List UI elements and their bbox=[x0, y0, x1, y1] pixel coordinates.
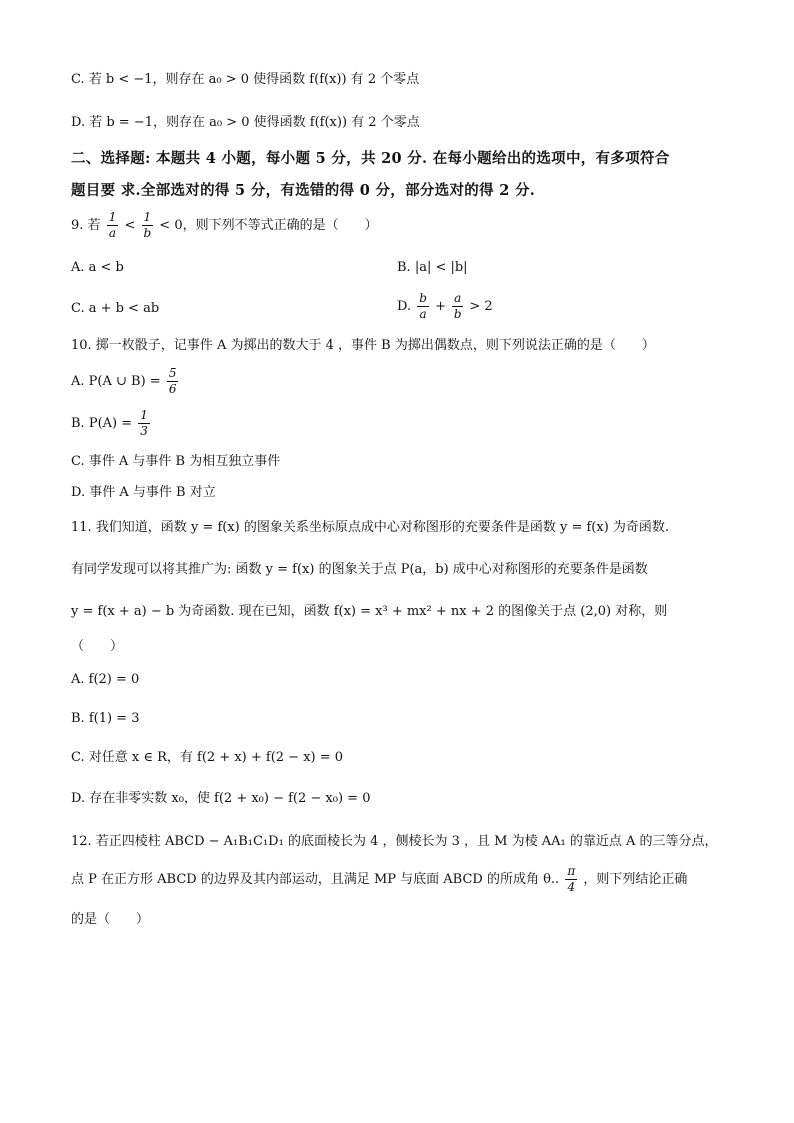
question-11-line1: 11. 我们知道，函数 y = f(x) 的图象关系坐标原点成中心对称图形的充要条件是函数 y = f(x) 为奇函数. bbox=[71, 520, 670, 535]
question-12-line2: 点 P 在正方形 ABCD 的边界及其内部运动，且满足 MP 与底面 ABCD 的所成角 θ.. $\frac{\pi}{4}$ ，则下列结论正确 bbox=[71, 864, 688, 894]
option-8c: C. 若 b < −1，则存在 a₀ > 0 使得函数 f(f(x)) 有 2 个零点 bbox=[71, 72, 420, 87]
q9-option-b: B. |a| < |b| bbox=[397, 260, 468, 275]
option-8d: D. 若 b = −1，则存在 a₀ > 0 使得函数 f(f(x)) 有 2 个零点 bbox=[71, 115, 420, 130]
q9-suffix: < 0，则下列不等式正确的是（ ） bbox=[159, 218, 378, 233]
question-12-line3: 的是（ ） bbox=[71, 912, 150, 927]
q10-option-a: A. P(A ∪ B) = $\frac{5}{6}$ bbox=[71, 366, 177, 396]
question-11-line4: （ ） bbox=[71, 639, 124, 654]
question-9 bbox=[71, 209, 378, 243]
question-10: 10. 掷一枚骰子，记事件 A 为掷出的数大于 4 ，事件 B 为掷出偶数点，则下列说法正确的是（ ） bbox=[71, 338, 655, 353]
question-12-line1: 12. 若正四棱柱 ABCD − A₁B₁C₁D₁ 的底面棱长为 4 ，侧棱长为 3 ，且 M 为棱 AA₁ 的靠近点 A 的三等分点， bbox=[71, 834, 718, 849]
q11-option-b: B. f(1) = 3 bbox=[71, 711, 140, 726]
q9-fraction-1: $\frac{1}{a}$ bbox=[108, 210, 117, 240]
q9-less: < bbox=[124, 218, 136, 233]
q9-option-d: D. $\frac{b}{a}$ + $\frac{a}{b}$ > 2 bbox=[397, 291, 493, 321]
q11-option-c: C. 对任意 x ∈ R，有 f(2 + x) + f(2 − x) = 0 bbox=[71, 750, 344, 765]
q9-option-c: C. a + b < ab bbox=[71, 301, 160, 316]
q9-fraction-2: $\frac{1}{b}$ bbox=[143, 210, 152, 240]
question-11-line2: 有同学发现可以将其推广为: 函数 y = f(x) 的图象关于点 P(a，b) 成中心对称图形的充要条件是函数 bbox=[71, 562, 648, 577]
section-heading-line2: 题目要 求.全部选对的得 5 分，有选错的得 0 分，部分选对的得 2 分. bbox=[71, 182, 536, 199]
q9-prefix: 9. 若 bbox=[71, 218, 101, 233]
q10-option-c: C. 事件 A 与事件 B 为相互独立事件 bbox=[71, 454, 281, 469]
q11-option-d: D. 存在非零实数 x₀，使 f(2 + x₀) − f(2 − x₀) = 0 bbox=[71, 791, 371, 806]
q10-option-b: B. P(A) = $\frac{1}{3}$ bbox=[71, 408, 148, 438]
q11-option-a: A. f(2) = 0 bbox=[71, 672, 140, 687]
question-11-line3: y = f(x + a) − b 为奇函数. 现在已知，函数 f(x) = x³ + mx² + nx + 2 的图像关于点 (2,0) 对称，则 bbox=[71, 604, 668, 619]
q9-option-a: A. a < b bbox=[71, 260, 124, 275]
section-heading-line1: 二、选择题: 本题共 4 小题，每小题 5 分，共 20 分. 在每小题给出的选项中，有多项符合 bbox=[71, 150, 670, 167]
q10-option-d: D. 事件 A 与事件 B 对立 bbox=[71, 485, 216, 500]
